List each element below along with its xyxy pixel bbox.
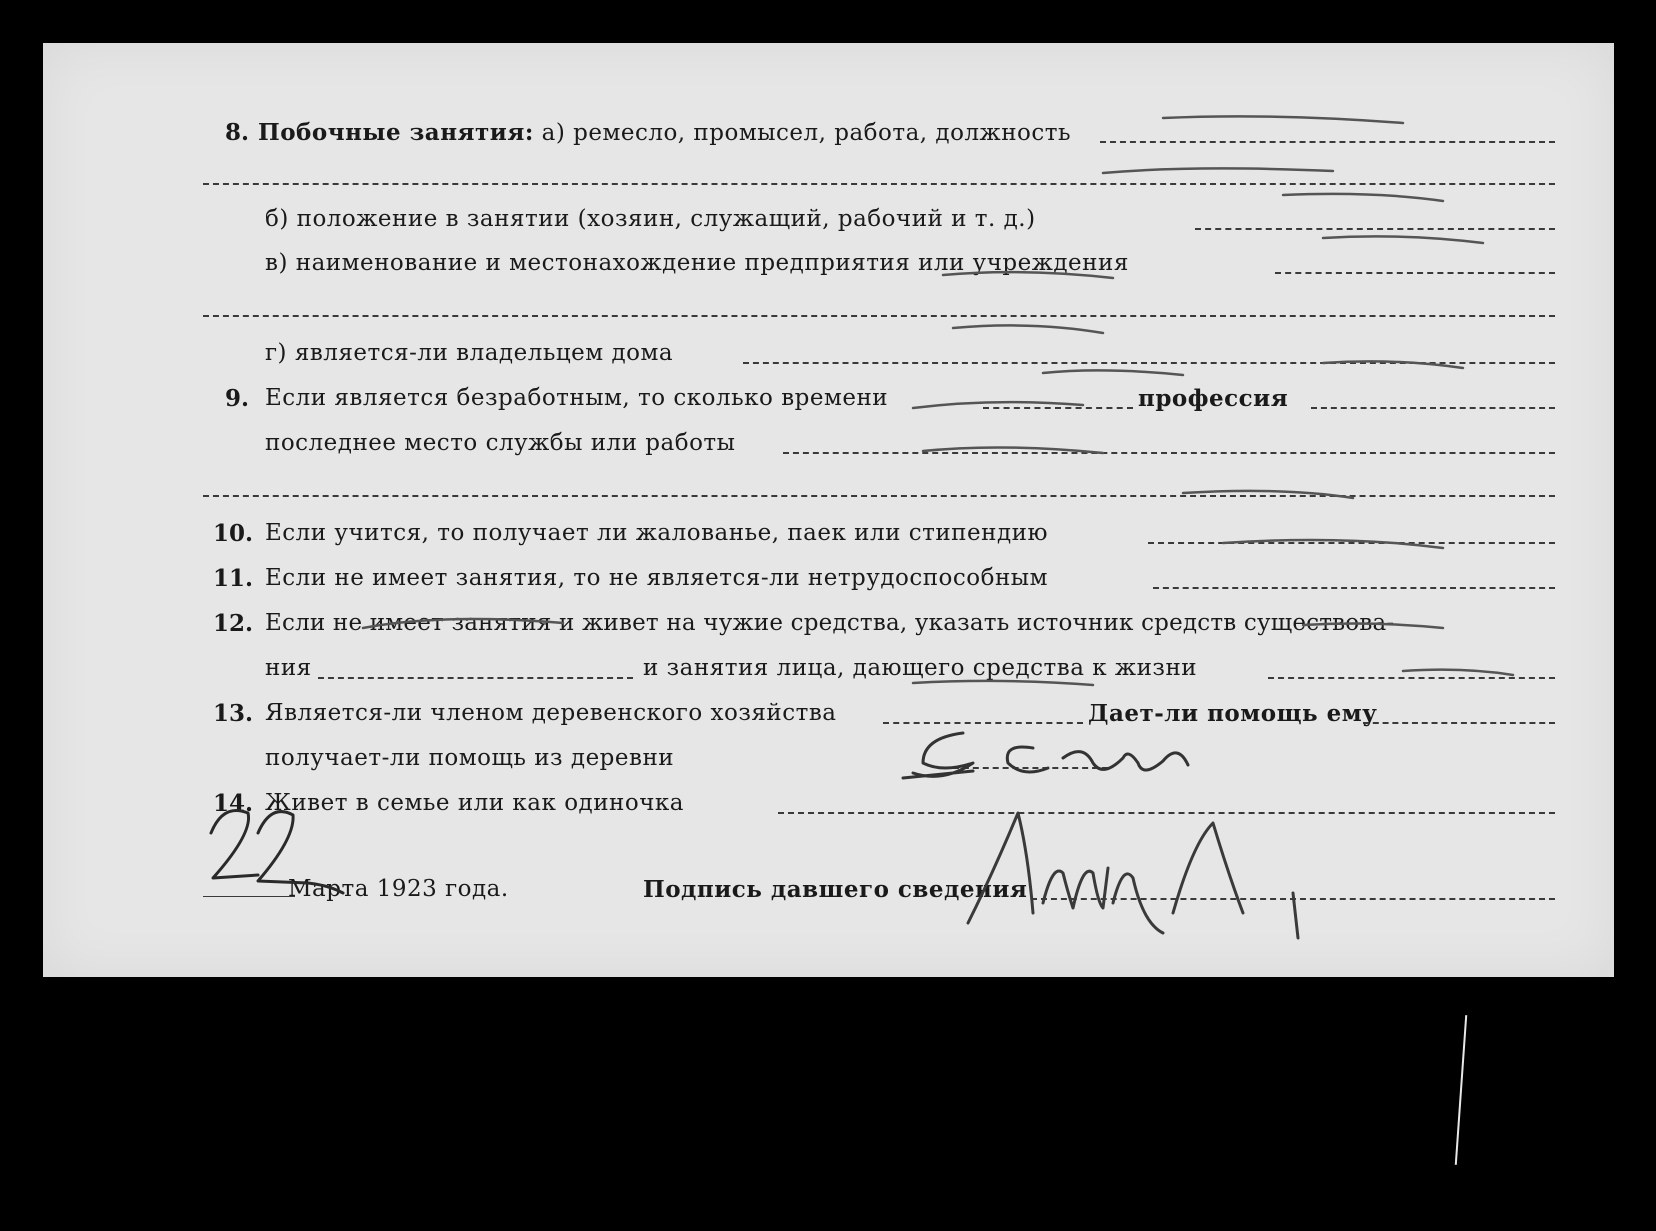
film-scratch [1455,1015,1467,1165]
item-9-line1a: Если является безработным, то сколько времени [265,385,889,411]
item-8-b-label: б) положение в занятии (хозяин, служащий, рабочий и т. д.) [265,206,1036,232]
item-8-a-answer-line [1100,141,1555,143]
date-day-line [203,896,295,897]
item-13-receive-line [943,767,1108,769]
item-10-label: Если учится, то получает ли жалованье, паек или стипендию [265,520,1048,546]
item-12-occupation-line [1268,677,1555,679]
item-13-member-line [883,722,1083,724]
item-9-workplace-line-2 [203,495,1555,497]
item-9-line1b: профессия [1138,385,1289,412]
item-13-number: 13. [213,700,254,727]
item-11-number: 11. [213,565,254,592]
item-8-g-label: г) является-ли владельцем дома [265,340,674,366]
item-14-number: 14. [213,790,254,817]
item-13-line1b: Дает-ли помощь ему [1088,700,1378,727]
handwritten-answer-v-seme [903,733,1188,778]
item-13-line1a: Является-ли членом деревенского хозяйства [265,700,837,726]
item-12-line2b: и занятия лица, дающего средства к жизни [643,655,1198,681]
item-12-source-line [318,677,633,679]
item-9-number: 9. [225,385,250,412]
item-14-answer-line [778,812,1555,814]
item-12-number: 12. [213,610,254,637]
item-11-label: Если не имеет занятия, то не является-ли нетрудоспособным [265,565,1048,591]
item-8-a-answer-line-2 [203,183,1555,185]
item-10-answer-line [1148,542,1555,544]
signature-label: Подпись давшего сведения [643,876,1028,903]
item-10-number: 10. [213,520,254,547]
item-8-v-label: в) наименование и местонахождение предприятия или учреждения [265,250,1129,276]
item-9-line2: последнее место службы или работы [265,430,736,456]
item-8-v-answer-line [1275,272,1555,274]
item-9-workplace-line [783,452,1555,454]
census-form-card [43,43,1614,977]
date-text: Марта 1923 года. [288,876,509,902]
item-8-number: 8. [225,119,250,146]
item-8-g-answer-line [743,362,1555,364]
item-13-help-line [1363,722,1555,724]
item-12-line2a: ния [265,655,312,681]
item-12-line1: Если не имеет занятия и живет на чужие средства, указать источник средств существова- [265,610,1395,636]
item-13-line2: получает-ли помощь из деревни [265,745,675,771]
item-8-b-answer-line [1195,228,1555,230]
item-11-answer-line [1153,587,1555,589]
item-8-heading: Побочные занятия: [258,119,534,146]
item-9-duration-line [983,407,1133,409]
item-9-profession-line [1311,407,1555,409]
item-8-v-answer-line-2 [203,315,1555,317]
item-14-label: Живет в семье или как одиночка [265,790,685,816]
signature-line [1031,898,1555,900]
item-8-line-a [258,119,1071,146]
item-8-a-label: а) ремесло, промысел, работа, должность [541,120,1072,146]
